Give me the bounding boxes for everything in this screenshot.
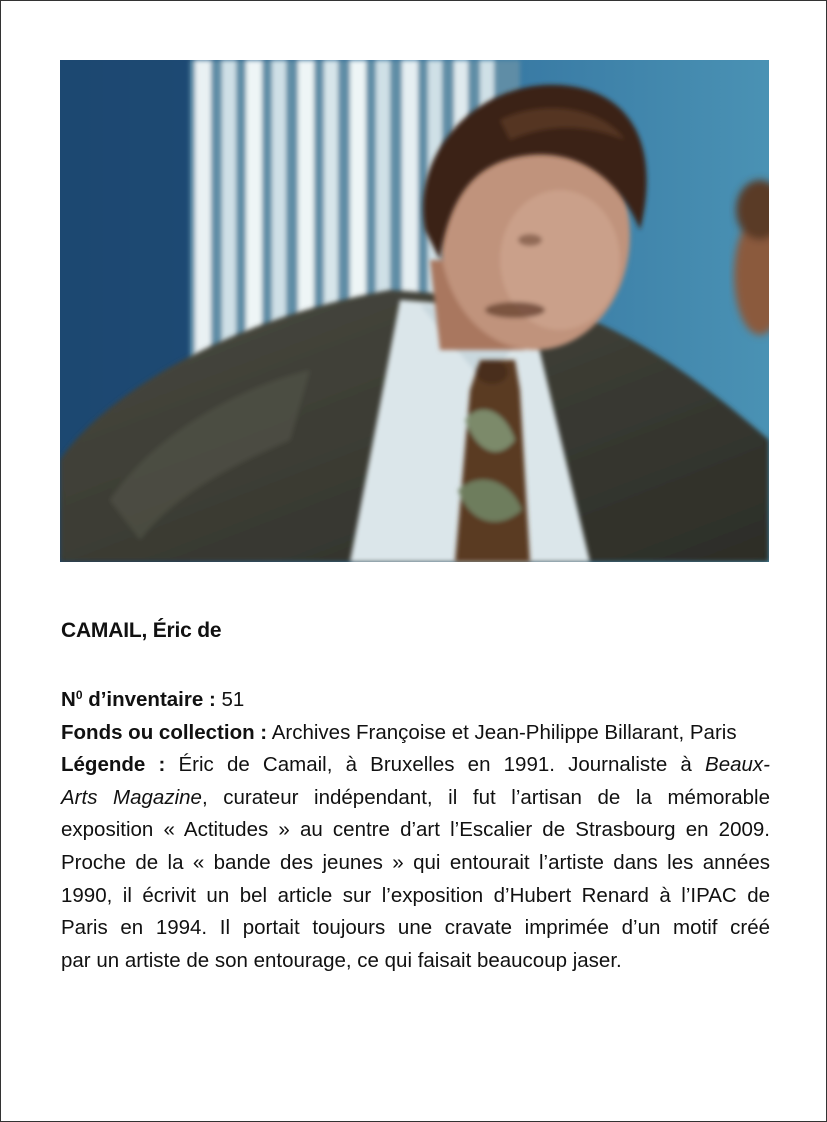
inventory-label: $N^0$ d’inventaire :	[61, 688, 216, 711]
person-name: CAMAIL, Éric de	[61, 619, 222, 642]
record-details	[61, 679, 770, 977]
legend-line: Légende : Éric de Camail, à Bruxelles en 1991. Journaliste à Beaux-	[61, 753, 770, 777]
portrait-photo	[60, 60, 769, 562]
magazine-title-part: Arts Magazine	[61, 785, 202, 809]
legend-line: 1990, il écrivit un bel article sur l’exposition d’Hubert Renard à l’IPAC de	[61, 883, 770, 907]
inventory-value: 51	[221, 688, 245, 711]
legend-line: Paris en 1994. Il portait toujours une cravate imprimée d’un motif créé	[61, 916, 770, 940]
collection-value: Archives Françoise et Jean-Philippe Billarant, Paris	[271, 720, 737, 744]
legend-label: Légende :	[61, 753, 166, 777]
legend-line: Arts Magazine, curateur indépendant, il fut l’artisan de la mémorable	[61, 785, 771, 809]
legend-line: exposition « Actitudes » au centre d’art l’Escalier de Strasbourg en 2009.	[61, 818, 770, 842]
collection-row	[61, 717, 770, 750]
legend-line: Proche de la « bande des jeunes » qui entourait l’artiste dans les années	[61, 850, 770, 874]
legend-paragraph	[61, 749, 770, 977]
inventory-row	[61, 679, 770, 717]
magazine-title-part: Beaux-	[705, 753, 770, 777]
legend-line: par un artiste de son entourage, ce qui faisait beaucoup jaser.	[61, 948, 622, 972]
collection-label: Fonds ou collection :	[61, 720, 268, 744]
